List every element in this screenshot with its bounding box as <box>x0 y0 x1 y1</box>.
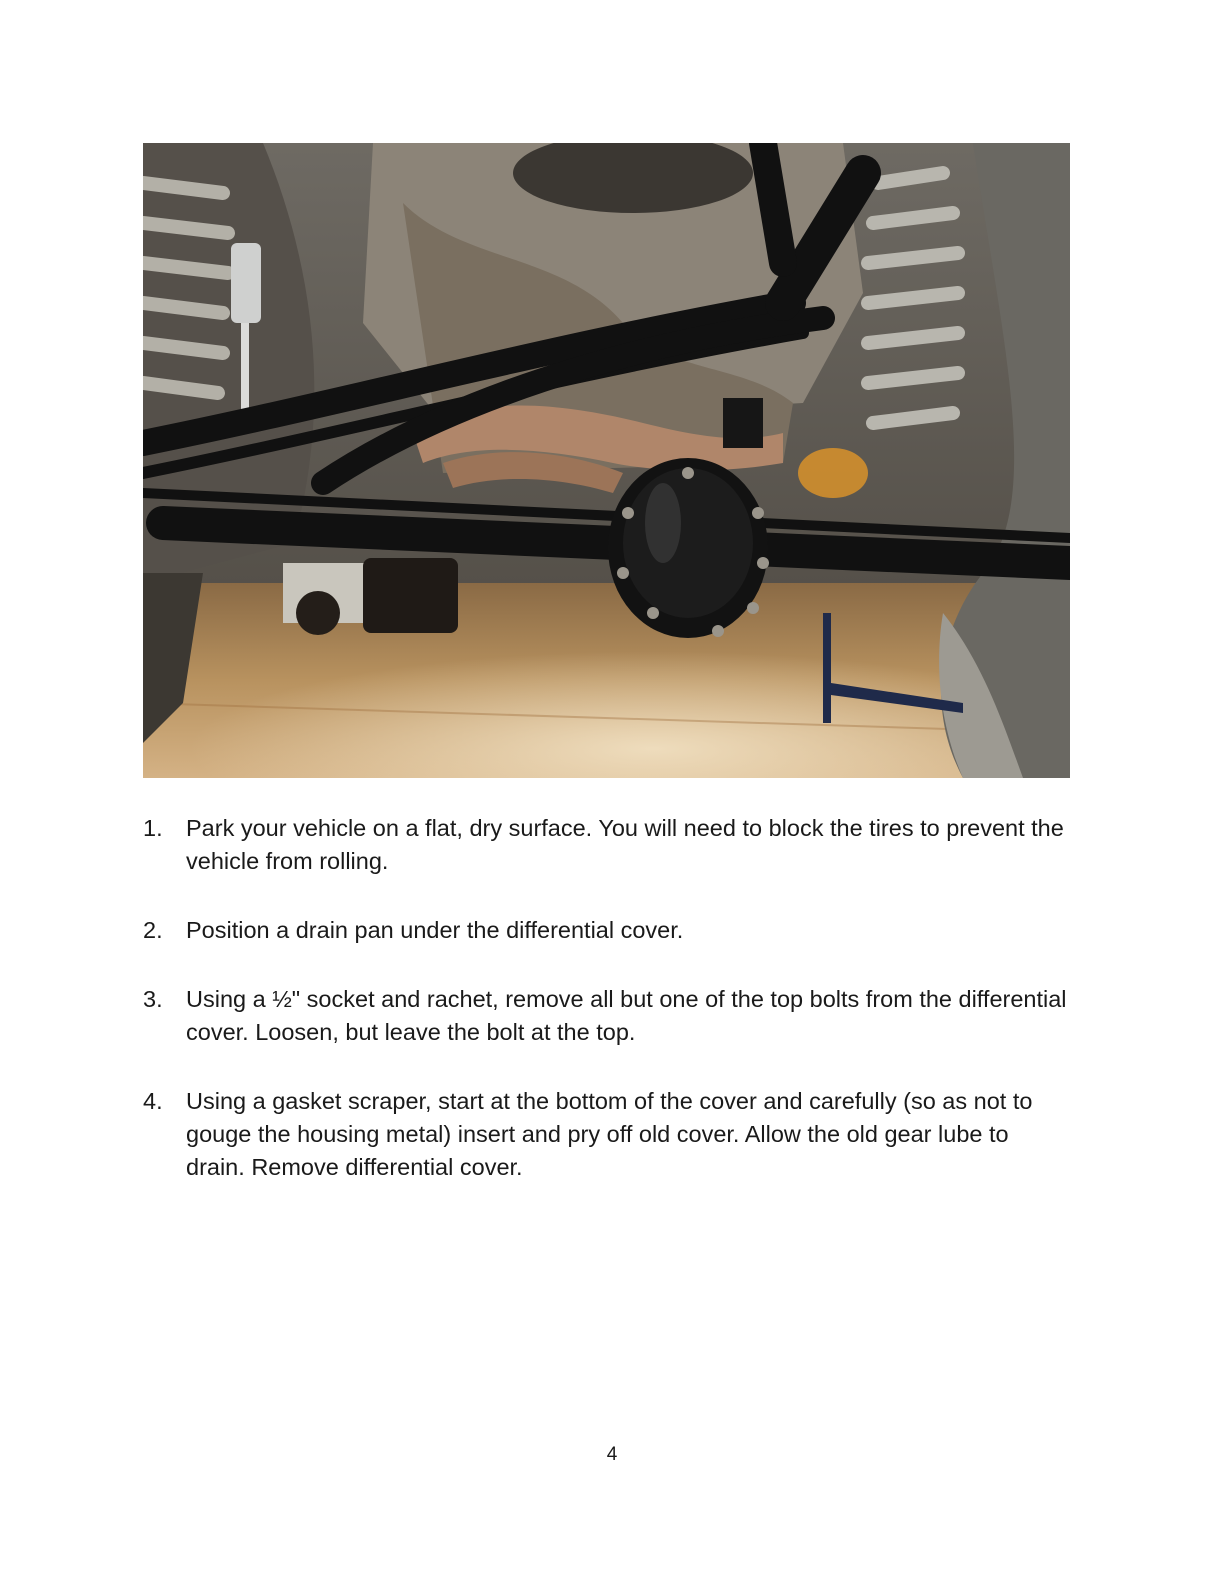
step-1 <box>143 812 1073 878</box>
photo-illustration <box>143 143 1070 778</box>
step-text: Position a drain pan under the differential cover. <box>186 917 684 943</box>
step-number: 1. <box>143 815 163 841</box>
step-2 <box>143 914 1073 947</box>
step-4 <box>143 1085 1073 1184</box>
undercarriage-photo <box>143 143 1070 778</box>
step-number: 4. <box>143 1088 163 1114</box>
step-text: Using a ½" socket and rachet, remove all but one of the top bolts from the differential cover. Loosen, but leave the bolt at the top. <box>186 986 1067 1045</box>
step-text: Using a gasket scraper, start at the bottom of the cover and carefully (so as not to gouge the housing metal) insert and pry off old cover. Allow the old gear lube to drain. Remove differential cover. <box>186 1088 1033 1180</box>
step-number: 3. <box>143 986 163 1012</box>
step-number: 2. <box>143 917 163 943</box>
step-3 <box>143 983 1073 1049</box>
page-number: 4 <box>606 1444 618 1465</box>
instruction-steps <box>143 812 1073 1220</box>
step-text: Park your vehicle on a flat, dry surface. You will need to block the tires to prevent the vehicle from rolling. <box>186 815 1064 874</box>
